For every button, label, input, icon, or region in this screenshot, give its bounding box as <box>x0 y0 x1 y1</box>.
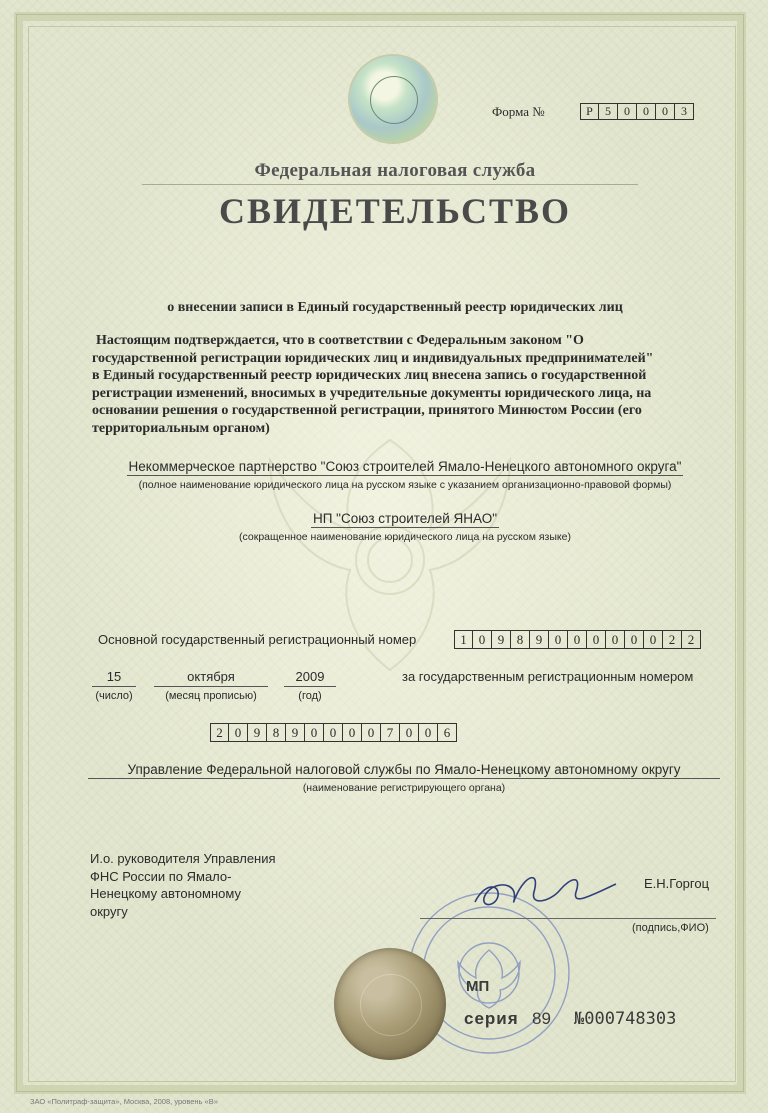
ogrn-digit-cell: 2 <box>682 630 701 649</box>
form-code-cells <box>580 103 694 120</box>
ogrn-label: Основной государственный регистрационный номер <box>98 632 417 647</box>
body-line: регистрации изменений, вносимых в учредительные документы юридического лица, на <box>92 385 652 401</box>
signatory-position-line: И.о. руководителя Управления <box>90 851 276 866</box>
form-code-cell: 0 <box>637 103 656 120</box>
date-day-block <box>92 669 136 702</box>
grn-digit-cell: 0 <box>324 723 343 742</box>
divider <box>142 184 638 185</box>
form-code-cell: 0 <box>656 103 675 120</box>
date-month-block <box>154 669 268 702</box>
ogrn-digit-cell: 2 <box>663 630 682 649</box>
ogrn-digit-cell: 0 <box>549 630 568 649</box>
signature-caption: (подпись,ФИО) <box>632 922 709 934</box>
body-line: государственной регистрации юридических лиц и индивидуальных предпринимателей" <box>92 350 654 366</box>
grn-digit-cell: 0 <box>305 723 324 742</box>
grn-digit-cell: 2 <box>210 723 229 742</box>
entity-full-name: Некоммерческое партнерство "Союз строителей Ямало-Ненецкого автономного округа" <box>128 459 682 474</box>
ogrn-digit-cells <box>454 630 701 649</box>
signature-line <box>420 918 716 919</box>
date-year-caption: (год) <box>298 690 322 702</box>
form-code-cell: Р <box>580 103 599 120</box>
authority-caption: (наименование регистрирующего органа) <box>302 782 506 794</box>
grn-digit-cell: 0 <box>400 723 419 742</box>
grn-digit-cell: 9 <box>248 723 267 742</box>
date-month: октября <box>154 669 268 687</box>
date-year-block <box>284 669 336 702</box>
entity-short-name: НП "Союз строителей ЯНАО" <box>312 511 498 526</box>
form-label: Форма № <box>492 104 545 119</box>
series-label: серия <box>464 1009 519 1028</box>
form-code-cell: 5 <box>599 103 618 120</box>
stamp-place-label: МП <box>466 978 490 995</box>
eagle-watermark-icon <box>230 400 550 700</box>
blank-number: №000748303 <box>574 1009 677 1029</box>
document-title: СВИДЕТЕЛЬСТВО <box>218 191 572 231</box>
date-month-caption: (месяц прописью) <box>165 690 257 702</box>
grn-digit-cell: 6 <box>438 723 457 742</box>
ogrn-digit-cell: 1 <box>454 630 473 649</box>
ogrn-digit-cell: 0 <box>568 630 587 649</box>
entity-short-name-block <box>0 510 768 543</box>
grn-digit-cell: 8 <box>267 723 286 742</box>
signatory-name: Е.Н.Горгоц <box>644 876 710 891</box>
grn-digit-cells <box>210 723 457 742</box>
body-line: территориальным органом) <box>92 420 270 436</box>
form-code-cell: 3 <box>675 103 694 120</box>
body-line: основании решения о государственной регистрации, принятого Минюстом России (его <box>92 403 642 418</box>
date-year: 2009 <box>284 669 336 687</box>
body-line: Настоящим подтверждается, что в соответствии с Федеральным законом "О <box>96 333 584 348</box>
hologram-emblem-icon <box>350 56 436 142</box>
grn-intro-text: за государственным регистрационным номером <box>402 669 694 684</box>
ogrn-digit-cell: 9 <box>530 630 549 649</box>
ogrn-digit-cell: 0 <box>625 630 644 649</box>
ogrn-digit-cell: 0 <box>587 630 606 649</box>
grn-digit-cell: 0 <box>229 723 248 742</box>
ogrn-digit-cell: 8 <box>511 630 530 649</box>
body-line: в Единый государственный реестр юридических лиц внесена запись о государственной <box>92 368 647 383</box>
document-subtitle: о внесении записи в Единый государственный реестр юридических лиц <box>167 300 623 315</box>
grn-digit-cell: 7 <box>381 723 400 742</box>
ogrn-digit-cell: 0 <box>606 630 625 649</box>
signatory-position-line: Ненецкому автономному <box>90 886 241 901</box>
entity-full-name-caption: (полное наименование юридического лица на русском языке с указанием организационно-правовой формы) <box>138 479 672 491</box>
entity-short-name-caption: (сокращенное наименование юридического лица на русском языке) <box>239 531 571 543</box>
agency-name: Федеральная налоговая служба <box>254 160 536 181</box>
grn-digit-cell: 9 <box>286 723 305 742</box>
date-day: 15 <box>92 669 136 687</box>
printer-imprint: ЗАО «Политраф-защита», Москва, 2008, уровень «В» <box>30 1097 218 1106</box>
entity-full-name-block <box>0 458 768 491</box>
embossed-seal-icon <box>334 948 446 1060</box>
authority-name: Управление Федеральной налоговой службы по Ямало-Ненецкому автономному округу <box>88 762 720 779</box>
certification-text <box>92 332 722 437</box>
ogrn-digit-cell: 0 <box>473 630 492 649</box>
authority-block <box>88 762 720 794</box>
grn-digit-cell: 0 <box>419 723 438 742</box>
form-code-cell: 0 <box>618 103 637 120</box>
date-day-caption: (число) <box>95 690 133 702</box>
ogrn-digit-cell: 9 <box>492 630 511 649</box>
signatory-position-line: округу <box>90 903 128 919</box>
series-value: 89 <box>532 1009 551 1028</box>
signatory-position <box>90 850 276 920</box>
grn-digit-cell: 0 <box>343 723 362 742</box>
signatory-position-line: ФНС России по Ямало- <box>90 868 232 884</box>
signature-icon <box>470 862 620 922</box>
grn-digit-cell: 0 <box>362 723 381 742</box>
ogrn-digit-cell: 0 <box>644 630 663 649</box>
